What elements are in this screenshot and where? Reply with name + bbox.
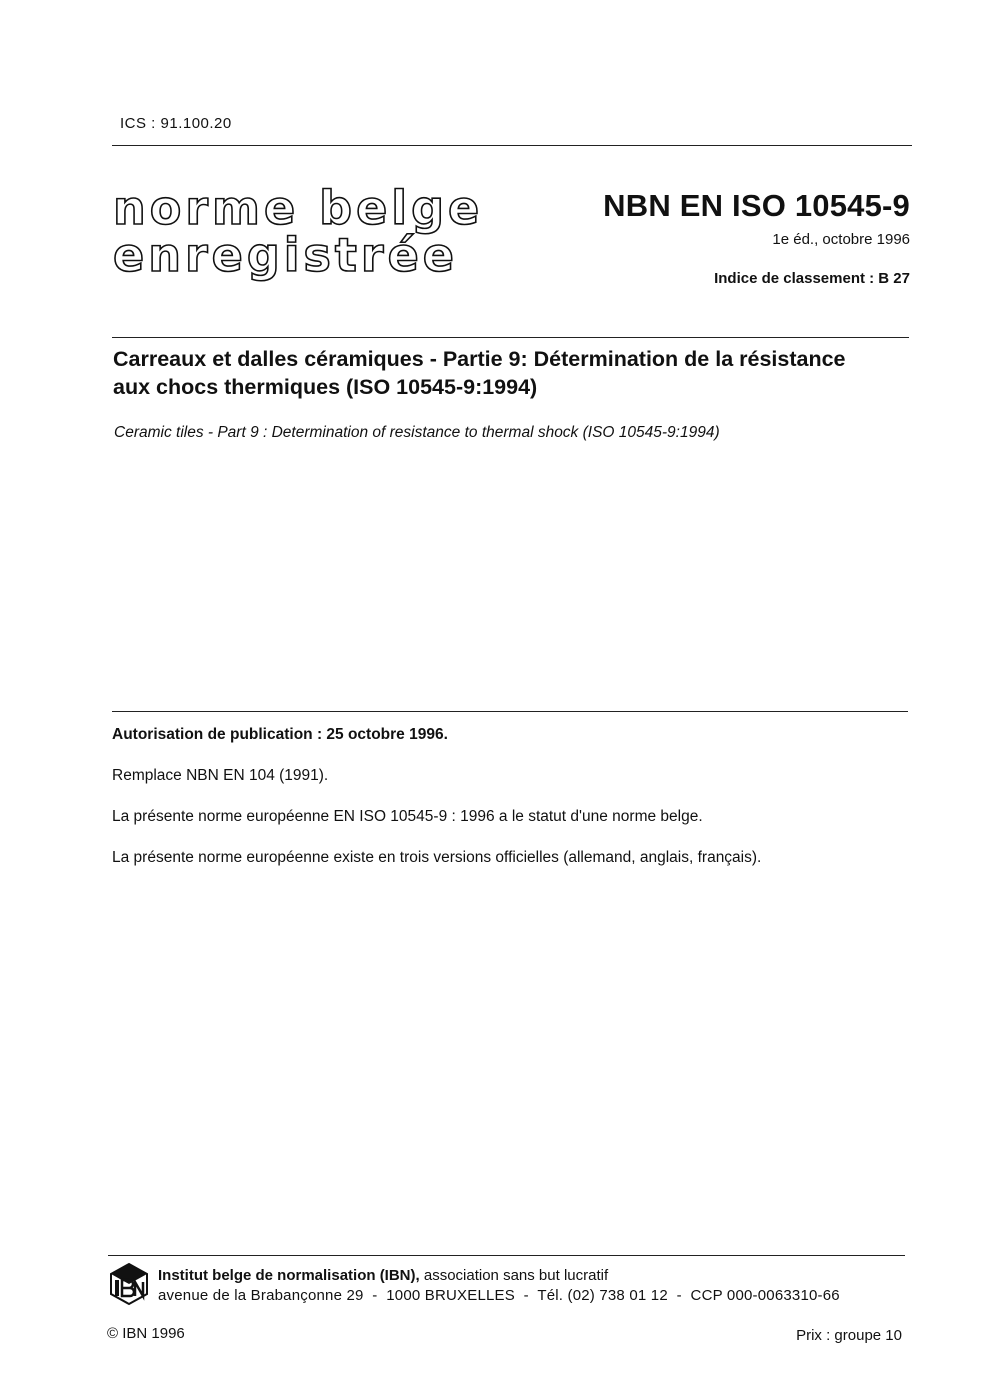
norme-belge-label: norme belge [113,181,484,235]
top-rule [112,145,912,146]
institute-line [158,1266,608,1286]
section-rule [112,711,908,712]
footer-rule [108,1255,905,1256]
title-line-2: aux chocs thermiques (ISO 10545-9:1994) [113,375,538,399]
enregistree-label: enregistrée [113,228,458,282]
copyright: © IBN 1996 [107,1325,185,1342]
ibn-logo-icon [107,1262,151,1306]
autorisation-text: Autorisation de publication : 25 octobre 1996. [112,726,448,743]
edition: 1e éd., octobre 1996 [772,231,910,248]
title-line-1: Carreaux et dalles céramiques - Partie 9: Détermination de la résistance [113,347,846,371]
indice-classement: Indice de classement : B 27 [714,270,910,287]
versions-text: La présente norme européenne existe en trois versions officielles (allemand, anglais, français). [112,849,762,866]
title-rule [112,337,909,338]
english-title: Ceramic tiles - Part 9 : Determination of resistance to thermal shock (ISO 10545-9:1994) [114,424,720,441]
standard-number: NBN EN ISO 10545-9 [603,188,910,223]
prix-groupe: Prix : groupe 10 [796,1327,902,1344]
institute-address: avenue de la Brabançonne 29 - 1000 BRUXELLES - Tél. (02) 738 01 12 - CCP 000-0063310-66 [158,1287,840,1304]
statut-text: La présente norme européenne EN ISO 10545-9 : 1996 a le statut d'une norme belge. [112,808,703,825]
ics-code: ICS : 91.100.20 [120,115,232,132]
institute-name: Institut belge de normalisation (IBN), [158,1267,420,1284]
page-title [113,345,913,401]
institute-desc: association sans but lucratif [419,1267,609,1284]
remplace-text: Remplace NBN EN 104 (1991). [112,767,329,784]
